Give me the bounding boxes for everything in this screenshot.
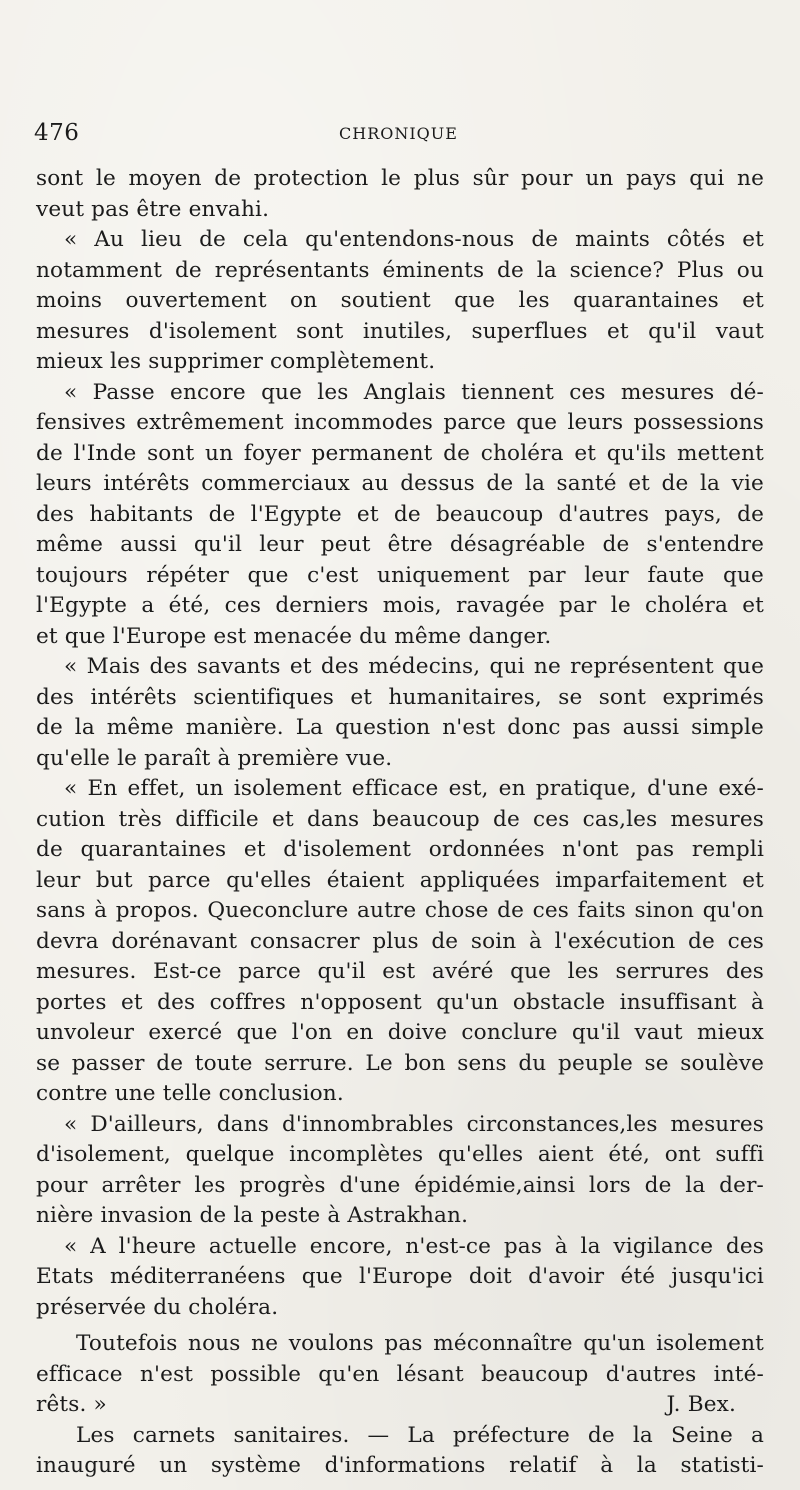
paragraph	[36, 1232, 764, 1324]
text-line: « En effet, un isolement efficace est, en pratique, d'une exé-	[64, 776, 764, 801]
text-line: sont le moyen de protection le plus sûr pour un pays qui ne	[36, 166, 764, 191]
text-line: et que l'Europe est menacée du même danger.	[36, 623, 552, 649]
text-line: de quarantaines et d'isolement ordonnées n'ont pas rempli	[36, 837, 764, 862]
paragraph	[36, 225, 764, 378]
author-signature: J. Bex.	[666, 1392, 736, 1417]
text-line: inauguré un système d'informations relatif à la statisti-	[36, 1453, 764, 1478]
text-line: sans à propos. Queconclure autre chose de ces faits sinon qu'on	[36, 898, 764, 923]
text-line: qu'elle le paraît à première vue.	[36, 745, 393, 771]
text-line: de l'Inde sont un foyer permanent de choléra et qu'ils mettent	[36, 440, 764, 466]
section-lead-text: — La préfecture de la Seine a	[367, 1422, 764, 1448]
text-line: efficace n'est possible qu'en lésant beaucoup d'autres inté-	[36, 1361, 764, 1387]
text-line: unvoleur exercé que l'on en doive conclure qu'il vaut mieux	[36, 1020, 764, 1045]
text-line: devra dorénavant consacrer plus de soin à l'exécution de ces	[36, 928, 764, 954]
text-line: « Au lieu de cela qu'entendons-nous de maints côtés et	[64, 227, 764, 252]
section-line	[36, 1421, 764, 1452]
text-line: Toutefois nous ne voulons pas méconnaître qu'un isolement	[76, 1331, 764, 1356]
paragraph	[36, 378, 764, 653]
text-line: même aussi qu'il leur peut être désagréable de s'entendre	[36, 532, 764, 557]
text-line: leur but parce qu'elles étaient appliquées imparfaitement et	[36, 867, 764, 893]
text-line: mieux les supprimer complètement.	[36, 349, 436, 374]
text-line: portes et des coffres n'opposent qu'un obstacle insuffisant à	[36, 989, 764, 1015]
text-line: toujours répéter que c'est uniquement par leur faute que	[36, 562, 764, 588]
body-text	[36, 164, 764, 1482]
text-line: veut pas être envahi.	[36, 196, 270, 222]
closing-line	[36, 1390, 764, 1421]
text-line: Etats méditerranéens que l'Europe doit d'avoir été jusqu'ici	[36, 1264, 764, 1289]
text-line: contre une telle conclusion.	[36, 1081, 344, 1106]
text-line: « Passe encore que les Anglais tiennent ces mesures dé-	[64, 379, 764, 405]
text-line: l'Egypte a été, ces derniers mois, ravagée par le choléra et	[36, 593, 764, 618]
text-line: d'isolement, quelque incomplètes qu'elles aient été, ont suffi	[36, 1142, 764, 1167]
paragraph	[36, 1421, 764, 1482]
paragraph	[36, 164, 764, 225]
text-line: « Mais des savants et des médecins, qui ne représentent que	[64, 654, 764, 679]
text-line: « D'ailleurs, dans d'innombrables circonstances,les mesures	[64, 1111, 764, 1137]
text-line: fensives extrêmement incommodes parce que leurs possessions	[36, 410, 764, 435]
text-line: leurs intérêts commerciaux au dessus de la santé et de la vie	[36, 471, 764, 496]
section-title: Les carnets sanitaires.	[76, 1422, 350, 1448]
text-line: nière invasion de la peste à Astrakhan.	[36, 1203, 469, 1228]
page-number: 476	[34, 120, 80, 146]
text-line: se passer de toute serrure. Le bon sens du peuple se soulève	[36, 1050, 764, 1076]
text-line: « A l'heure actuelle encore, n'est-ce pas à la vigilance des	[64, 1233, 764, 1259]
paragraph	[36, 1329, 764, 1421]
text-line: moins ouvertement on soutient que les quarantaines et	[36, 288, 764, 313]
text-line: des intérêts scientifiques et humanitaires, se sont exprimés	[36, 684, 764, 710]
paragraph	[36, 774, 764, 1110]
paragraph	[36, 652, 764, 774]
text-line: notamment de représentants éminents de la science? Plus ou	[36, 257, 764, 283]
paragraph	[36, 1110, 764, 1232]
text-line: pour arrêter les progrès d'une épidémie,ainsi lors de la der-	[36, 1172, 764, 1198]
text-line: de la même manière. La question n'est donc pas aussi simple	[36, 715, 764, 740]
page-header	[34, 120, 760, 150]
text-line: mesures. Est-ce parce qu'il est avéré que les serrures des	[36, 959, 764, 984]
closing-fragment: rêts. »	[36, 1392, 107, 1417]
text-line: préservée du choléra.	[36, 1294, 279, 1320]
running-title: CHRONIQUE	[339, 124, 458, 143]
text-line: cution très difficile et dans beaucoup de ces cas,les mesures	[36, 806, 764, 832]
text-line: mesures d'isolement sont inutiles, superflues et qu'il vaut	[36, 318, 764, 344]
text-line: des habitants de l'Egypte et de beaucoup d'autres pays, de	[36, 501, 764, 527]
